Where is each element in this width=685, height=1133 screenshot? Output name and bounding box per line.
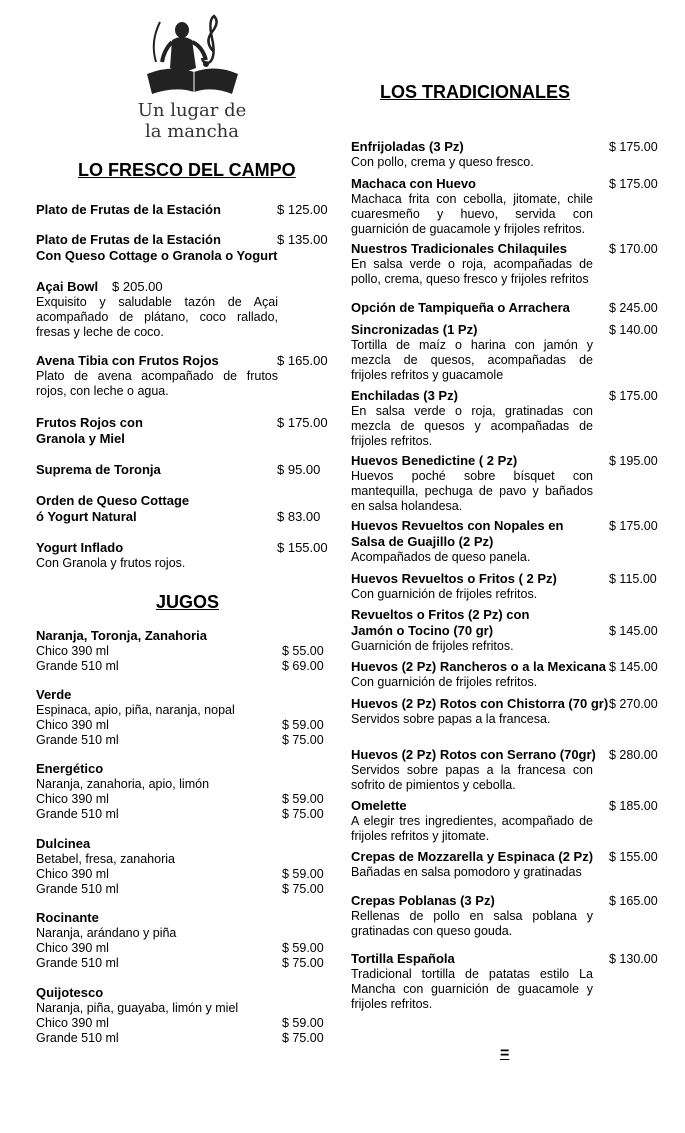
- menu-item: [351, 388, 593, 449]
- item-description: Servidos sobre papas a la francesa con sofrito de pimientos y cebolla.: [351, 763, 593, 792]
- menu-item: [36, 279, 278, 340]
- size-price: $ 75.00: [282, 733, 324, 747]
- juice-item: [36, 628, 326, 674]
- item-name-line-2: Jamón o Tocino (70 gr): [351, 623, 494, 638]
- logo-text: [112, 100, 272, 142]
- size-row: [36, 956, 326, 971]
- size-price: $ 75.00: [282, 882, 324, 896]
- size-row: [36, 1031, 326, 1046]
- menu-item: [351, 453, 593, 514]
- juice-name: Rocinante: [36, 910, 99, 925]
- item-price: $ 135.00: [277, 232, 328, 247]
- juice-name: Naranja, Toronja, Zanahoria: [36, 628, 207, 643]
- juice-item: [36, 985, 326, 1046]
- item-description: Tradicional tortilla de patatas estilo La Mancha con guarnición de guacamole y frijoles refritos.: [351, 967, 593, 1011]
- item-description: Con guarnición de frijoles refritos.: [351, 587, 538, 601]
- item-name: Huevos Benedictine ( 2 Pz): [351, 453, 518, 468]
- item-price: $ 130.00: [609, 952, 658, 966]
- size-row: [36, 733, 326, 748]
- item-name: Revueltos o Fritos (2 Pz) con: [351, 607, 530, 622]
- menu-item: [351, 607, 607, 654]
- menu-item: [351, 176, 593, 237]
- item-price: $ 155.00: [609, 850, 658, 864]
- item-name: Machaca con Huevo: [351, 176, 476, 191]
- size-price: $ 55.00: [282, 644, 324, 658]
- menu-item: [351, 951, 593, 1012]
- size-price: $ 75.00: [282, 956, 324, 970]
- item-price: $ 245.00: [609, 301, 658, 315]
- item-name: Enfrijoladas (3 Pz): [351, 139, 464, 154]
- menu-item: [351, 300, 607, 316]
- size-price: $ 75.00: [282, 1031, 324, 1045]
- item-name: Crepas Poblanas (3 Pz): [351, 893, 495, 908]
- size-label: Grande 510 ml: [36, 882, 119, 896]
- menu-item: [36, 232, 296, 264]
- size-row: [36, 1016, 326, 1031]
- item-name: Huevos Revueltos con Nopales en: [351, 518, 564, 533]
- item-description: Con Granola y frutos rojos.: [36, 556, 186, 570]
- item-price: $ 280.00: [609, 748, 658, 762]
- item-price: $ 95.00: [277, 462, 321, 477]
- menu-item: [351, 139, 593, 170]
- size-price: $ 59.00: [282, 867, 324, 881]
- juice-ingredients: Espinaca, apio, piña, naranja, nopal: [36, 703, 235, 717]
- juice-item: [36, 687, 326, 748]
- item-price: $ 165.00: [609, 894, 658, 908]
- item-price: $ 175.00: [609, 519, 658, 533]
- menu-item: [36, 493, 276, 525]
- item-name: Enchiladas (3 Pz): [351, 388, 458, 403]
- item-name: Huevos (2 Pz) Rancheros o a la Mexicana: [351, 659, 607, 674]
- item-name: Suprema de Toronja: [36, 462, 161, 477]
- size-label: Chico 390 ml: [36, 867, 109, 881]
- item-price: $ 140.00: [609, 323, 658, 337]
- restaurant-logo: [112, 12, 272, 144]
- menu-item: [351, 241, 593, 287]
- item-name: Nuestros Tradicionales Chilaquiles: [351, 241, 568, 256]
- item-price: $ 175.00: [609, 177, 658, 191]
- size-price: $ 59.00: [282, 941, 324, 955]
- juice-name: Quijotesco: [36, 985, 104, 1000]
- item-name-line-2: Con Queso Cottage o Granola o Yogurt: [36, 248, 278, 263]
- item-name-line-2: Salsa de Guajillo (2 Pz): [351, 534, 494, 549]
- don-quixote-reading-icon: [142, 12, 242, 102]
- item-price: $ 115.00: [609, 572, 657, 586]
- item-name: Omelette: [351, 798, 407, 813]
- juice-name: Verde: [36, 687, 72, 702]
- menu-item: [351, 893, 593, 939]
- juice-ingredients: Naranja, piña, guayaba, limón y miel: [36, 1001, 239, 1015]
- item-description: Huevos poché sobre bísquet con mantequilla, pechuga de pavo y bañados en salsa holandesa.: [351, 469, 593, 513]
- size-label: Grande 510 ml: [36, 1031, 119, 1045]
- menu-item: [351, 696, 607, 727]
- juice-name: Dulcinea: [36, 836, 91, 851]
- item-name: Avena Tibia con Frutos Rojos: [36, 353, 219, 368]
- size-row: [36, 941, 326, 956]
- item-description: Acompañados de queso panela.: [351, 550, 531, 564]
- item-name: Frutos Rojos con: [36, 415, 143, 430]
- item-price: $ 170.00: [609, 242, 658, 256]
- size-label: Grande 510 ml: [36, 659, 119, 673]
- item-price: $ 125.00: [277, 202, 328, 217]
- size-price: $ 59.00: [282, 1016, 324, 1030]
- item-name: Opción de Tampiqueña o Arrachera: [351, 300, 570, 315]
- menu-item: [351, 571, 607, 602]
- item-description: Rellenas de pollo en salsa poblana y gratinadas con queso gouda.: [351, 909, 593, 938]
- item-description: Bañadas en salsa pomodoro y gratinadas: [351, 865, 582, 879]
- item-name: Huevos (2 Pz) Rotos con Chistorra (70 gr): [351, 696, 609, 711]
- size-price: $ 69.00: [282, 659, 324, 673]
- menu-item: [351, 659, 607, 690]
- menu-item: [36, 202, 276, 218]
- item-price: $ 205.00: [112, 279, 163, 294]
- item-description: Exquisito y saludable tazón de Açai acompañado de plátano, coco rallado, fresas y leche de coco.: [36, 295, 278, 339]
- item-name-line-2: Granola y Miel: [36, 431, 125, 446]
- menu-item: [36, 353, 278, 399]
- menu-item: [351, 798, 593, 844]
- item-description: Machaca frita con cebolla, jitomate, chile cuaresmeño y huevo, servida con guarnición de guacamole y frijoles refritos.: [351, 192, 593, 236]
- size-price: $ 75.00: [282, 807, 324, 821]
- item-price: $ 175.00: [277, 415, 328, 430]
- menu-item: [351, 747, 596, 793]
- juice-item: [36, 836, 326, 897]
- item-name: Orden de Queso Cottage: [36, 493, 190, 508]
- item-name: Sincronizadas (1 Pz): [351, 322, 478, 337]
- item-price: $ 145.00: [609, 624, 658, 638]
- size-label: Chico 390 ml: [36, 941, 109, 955]
- logo-line-2: la mancha: [144, 121, 239, 142]
- item-description: Con guarnición de frijoles refritos.: [351, 675, 538, 689]
- size-row: [36, 792, 326, 807]
- item-price: $ 175.00: [609, 140, 658, 154]
- item-description: Con pollo, crema y queso fresco.: [351, 155, 534, 169]
- menu-item: [351, 849, 607, 880]
- menu-item: [36, 415, 276, 447]
- juice-ingredients: Naranja, arándano y piña: [36, 926, 177, 940]
- juice-item: [36, 910, 326, 971]
- item-name: Huevos Revueltos o Fritos ( 2 Pz): [351, 571, 557, 586]
- item-description: A elegir tres ingredientes, acompañado de frijoles refritos y jitomate.: [351, 814, 593, 843]
- juice-name: Energético: [36, 761, 104, 776]
- menu-item: [36, 540, 278, 571]
- item-price: $ 270.00: [609, 697, 658, 711]
- menu-item: [36, 462, 276, 478]
- juice-ingredients: Naranja, zanahoria, apio, limón: [36, 777, 210, 791]
- item-name: Plato de Frutas de la Estación: [36, 202, 221, 217]
- size-row: [36, 718, 326, 733]
- item-description: En salsa verde o roja, gratinadas con mezcla de quesos y acompañadas de frijoles refritos.: [351, 404, 593, 448]
- item-description: Servidos sobre papas a la francesa.: [351, 712, 551, 726]
- item-description: Tortilla de maíz o harina con jamón y mezcla de quesos, acompañadas de frijoles refritos y guacamole: [351, 338, 593, 382]
- size-label: Chico 390 ml: [36, 1016, 109, 1030]
- size-label: Chico 390 ml: [36, 644, 109, 658]
- item-name: Plato de Frutas de la Estación: [36, 232, 221, 247]
- item-name: Tortilla Española: [351, 951, 455, 966]
- section-heading-tradicionales: LOS TRADICIONALES: [380, 82, 571, 102]
- menu-item: [351, 518, 607, 565]
- item-name-line-2: ó Yogurt Natural: [36, 509, 137, 524]
- item-description: Guarnición de frijoles refritos.: [351, 639, 514, 653]
- logo-line-1: Un lugar de: [137, 100, 247, 121]
- item-price: $ 165.00: [277, 353, 328, 368]
- size-label: Grande 510 ml: [36, 807, 119, 821]
- size-price: $ 59.00: [282, 792, 324, 806]
- item-name: Yogurt Inflado: [36, 540, 124, 555]
- item-name: Açai Bowl: [36, 279, 99, 294]
- section-heading-fresco: LO FRESCO DEL CAMPO: [78, 160, 296, 180]
- size-row: [36, 867, 326, 882]
- size-label: Chico 390 ml: [36, 792, 109, 806]
- item-price: $ 83.00: [277, 509, 321, 524]
- size-label: Chico 390 ml: [36, 718, 109, 732]
- size-label: Grande 510 ml: [36, 956, 119, 970]
- size-price: $ 59.00: [282, 718, 324, 732]
- item-price: $ 175.00: [609, 389, 658, 403]
- item-price: $ 155.00: [277, 540, 328, 555]
- section-heading-jugos: JUGOS: [156, 592, 220, 612]
- size-label: Grande 510 ml: [36, 733, 119, 747]
- size-row: [36, 882, 326, 897]
- size-row: [36, 807, 326, 822]
- menu-item: [351, 322, 593, 383]
- size-row: [36, 659, 326, 674]
- item-description: Plato de avena acompañado de frutos rojos, con leche o agua.: [36, 369, 278, 398]
- footer-mark: =: [500, 1045, 510, 1062]
- item-price: $ 195.00: [609, 454, 658, 468]
- juice-ingredients: Betabel, fresa, zanahoria: [36, 852, 175, 866]
- size-row: [36, 644, 326, 659]
- item-price: $ 185.00: [609, 799, 658, 813]
- item-name: Crepas de Mozzarella y Espinaca (2 Pz): [351, 849, 594, 864]
- item-name: Huevos (2 Pz) Rotos con Serrano (70gr): [351, 747, 596, 762]
- item-price: $ 145.00: [609, 660, 658, 674]
- juice-item: [36, 761, 326, 822]
- item-description: En salsa verde o roja, acompañadas de pollo, crema, queso fresco y frijoles refritos: [351, 257, 593, 286]
